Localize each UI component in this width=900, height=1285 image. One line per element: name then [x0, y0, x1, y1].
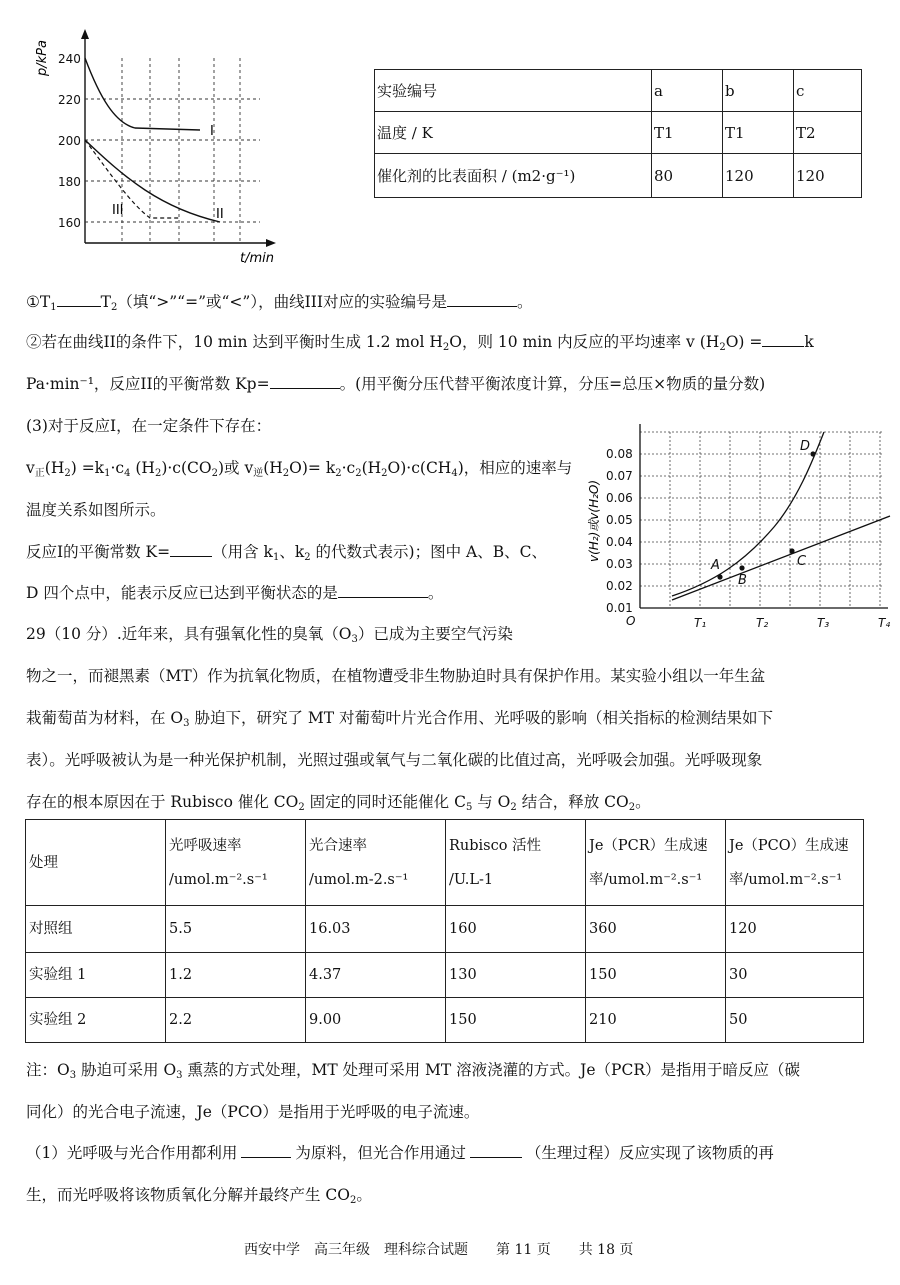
- text: ①T: [26, 293, 51, 311]
- origin-label: O: [626, 614, 636, 628]
- table-cell: 温度 / K: [375, 112, 652, 154]
- table-header-cell: 实验编号: [375, 70, 652, 112]
- curve-I: [85, 58, 200, 130]
- table-cell: 对照组: [26, 906, 166, 953]
- answer-blank[interactable]: [57, 292, 101, 307]
- question-2-line2: [26, 374, 765, 394]
- x-tick: T₃: [817, 616, 830, 630]
- table-cell: 2.2: [166, 998, 306, 1043]
- table-row: [375, 112, 862, 154]
- table-cell: 120: [794, 154, 862, 198]
- question-3-k-line2: D 四个点中，能表示反应已达到平衡状态的是 。: [26, 584, 444, 602]
- text: 。(用平衡分压代替平衡浓度计算，分压=总压×物质的量分数): [339, 375, 766, 393]
- question-1: $①T_1$ $T_2$（填“>”“=”或“<”），曲线III对应的实验编号是 。: [26, 293, 533, 313]
- table-cell: 50: [726, 998, 864, 1043]
- text: O，则 10 min 内反应的平均速率 v (H: [449, 333, 720, 351]
- table-header-cell: 处理: [26, 820, 166, 906]
- answer-blank[interactable]: [270, 374, 340, 389]
- y-tick: 0.07: [606, 469, 633, 483]
- answer-blank[interactable]: [241, 1143, 291, 1158]
- rate-equation-line2: 温度关系如图所示。: [26, 501, 166, 519]
- table-cell: T1: [723, 112, 794, 154]
- table-row: [26, 906, 864, 953]
- point-D: [810, 451, 815, 456]
- table-cell: 150: [586, 953, 726, 998]
- table-cell: 120: [726, 906, 864, 953]
- table-cell: 1.2: [166, 953, 306, 998]
- curve-label-I: I: [210, 124, 214, 139]
- table-cell: 80: [652, 154, 723, 198]
- y-tick: 0.06: [606, 491, 633, 505]
- y-tick: 180: [58, 175, 81, 189]
- q29-line3: 栽葡萄苗为材料，在 $O_3$ 胁迫下，研究了 MT 对葡萄叶片光合作用、光呼吸的影响（相关指标的检测结果如下: [26, 709, 774, 729]
- text: ②若在曲线II的条件下，10 min 达到平衡时生成 1.2 mol H: [26, 333, 443, 351]
- table-cell: 160: [446, 906, 586, 953]
- table-cell: 5.5: [166, 906, 306, 953]
- curve-label-III: III: [112, 203, 124, 218]
- y-tick: 0.08: [606, 447, 633, 461]
- answer-blank[interactable]: [170, 542, 212, 557]
- table-cell: T2: [794, 112, 862, 154]
- q29-1-line2: 生，而光呼吸将该物质氧化分解并最终产生 $CO_2$。: [26, 1186, 372, 1206]
- table-header-cell: 光呼吸速率 /umol.m⁻².s⁻¹: [166, 820, 306, 906]
- pressure-time-graph: [30, 28, 280, 268]
- x-tick: T₁: [694, 616, 707, 630]
- text: Pa·min⁻¹，反应II的平衡常数 Kp=: [26, 375, 270, 393]
- rate-temperature-graph: [584, 412, 896, 634]
- rate-equation: $v_正(H_2) =k_1\cdot c_4$ $(H_2)\cdot c(CO_2)$或 $v_逆(H_2O)= k_2\cdot c_2(H_2O)\cdot c(CH_4)$，相应的速率与: [26, 459, 573, 479]
- results-table: [25, 819, 864, 1043]
- table-row: [26, 998, 864, 1043]
- y-tick: 0.02: [606, 579, 633, 593]
- experiment-table: [374, 69, 862, 198]
- table-cell: T1: [652, 112, 723, 154]
- answer-blank[interactable]: [470, 1143, 522, 1158]
- table-row: [375, 154, 862, 198]
- point-C: [789, 548, 794, 553]
- question-3-title: (3)对于反应I，在一定条件下存在：: [26, 417, 272, 435]
- point-A: [717, 574, 722, 579]
- q29-line2: 物之一，而褪黑素（MT）作为抗氧化物质，在植物遭受非生物胁迫时具有保护作用。某实验小组以一年生盆: [26, 667, 766, 685]
- table-header-cell: b: [723, 70, 794, 112]
- y-tick: 0.01: [606, 601, 633, 615]
- table-cell: 9.00: [306, 998, 446, 1043]
- table-header-row: [26, 820, 864, 906]
- q29-1: （1）光呼吸与光合作用都利用 为原料，但光合作用通过 （生理过程）反应实现了该物质的再: [26, 1144, 774, 1162]
- table-header-cell: Je（PCR）生成速 率/umol.m⁻².s⁻¹: [586, 820, 726, 906]
- y-axis-label: v(H₂)或v(H₂O): [587, 479, 601, 562]
- x-axis-label: t/min: [240, 251, 274, 266]
- table-cell: 150: [446, 998, 586, 1043]
- note-line2: 同化）的光合电子流速，Je（PCO）是指用于光呼吸的电子流速。: [26, 1103, 480, 1121]
- table-cell: 催化剂的比表面积 / (m2·g⁻¹): [375, 154, 652, 198]
- text: O) =: [725, 333, 763, 351]
- table-cell: 实验组 1: [26, 953, 166, 998]
- point-label-D: D: [800, 439, 811, 454]
- q29-line1: 29（10 分）.近年来，具有强氧化性的臭氧$(O_3)$已成为主要空气污染: [26, 625, 513, 645]
- y-tick: 0.04: [606, 535, 633, 549]
- page-footer: 西安中学 高三年级 理科综合试题 第 11 页 共 18 页: [244, 1242, 634, 1258]
- text: 。: [516, 293, 533, 311]
- curve-label-II: II: [216, 207, 224, 222]
- table-row: [26, 953, 864, 998]
- x-tick: T₄: [878, 616, 891, 630]
- table-cell: 120: [723, 154, 794, 198]
- table-header-cell: 光合速率 /umol.m-2.s⁻¹: [306, 820, 446, 906]
- line-vH2O: [672, 516, 890, 600]
- table-header-cell: a: [652, 70, 723, 112]
- y-tick: 0.05: [606, 513, 633, 527]
- curve-III: [85, 140, 180, 218]
- q29-line5: 存在的根本原因在于 Rubisco 催化 $CO_2$ 固定的同时还能催化 $C_5$ 与 $O_2$ 结合，释放 $CO_2$。: [26, 793, 651, 813]
- table-header-cell: c: [794, 70, 862, 112]
- note-line1: 注：$O_3$ 胁迫可采用 $O_3$ 熏蒸的方式处理，MT 处理可采用 MT 溶液浇灌的方式。Je（PCR）是指用于暗反应（碳: [26, 1061, 801, 1081]
- y-tick: 0.03: [606, 557, 633, 571]
- y-tick: 200: [58, 134, 81, 148]
- point-label-A: A: [711, 558, 720, 573]
- y-tick: 160: [58, 216, 81, 230]
- point-label-B: B: [738, 573, 747, 588]
- table-cell: 360: [586, 906, 726, 953]
- table-cell: 30: [726, 953, 864, 998]
- table-cell: 16.03: [306, 906, 446, 953]
- y-tick: 220: [58, 93, 81, 107]
- y-tick: 240: [58, 52, 81, 66]
- question-3-k: 反应I的平衡常数 K= （用含 $k_1$、$k_2$ 的代数式表示)；图中 A、B、C、: [26, 543, 547, 563]
- x-tick: T₂: [756, 616, 769, 630]
- table-cell: 实验组 2: [26, 998, 166, 1043]
- point-B: [739, 565, 744, 570]
- point-label-C: C: [797, 554, 807, 569]
- text: k: [804, 333, 814, 351]
- text: T: [100, 293, 111, 311]
- question-2: ②若在曲线II的条件下，10 min 达到平衡时生成 1.2 mol $H_2O$，则 10 min 内反应的平均速率 v $(H_2O) = k$: [26, 333, 814, 353]
- y-axis-label: p/kPa: [35, 40, 50, 76]
- q29-line4: 表）。光呼吸被认为是一种光保护机制，光照过强或氧气与二氧化碳的比值过高，光呼吸会加强。光呼吸现象: [26, 751, 763, 769]
- table-cell: 4.37: [306, 953, 446, 998]
- answer-blank[interactable]: [338, 583, 428, 598]
- text: （填“>”“=”或“<”），曲线III对应的实验编号是: [117, 293, 447, 311]
- table-header-cell: Rubisco 活性 /U.L-1: [446, 820, 586, 906]
- table-header-cell: Je（PCO）生成速 率/umol.m⁻².s⁻¹: [726, 820, 864, 906]
- table-cell: 210: [586, 998, 726, 1043]
- table-cell: 130: [446, 953, 586, 998]
- answer-blank[interactable]: [762, 332, 804, 347]
- answer-blank[interactable]: [447, 292, 517, 307]
